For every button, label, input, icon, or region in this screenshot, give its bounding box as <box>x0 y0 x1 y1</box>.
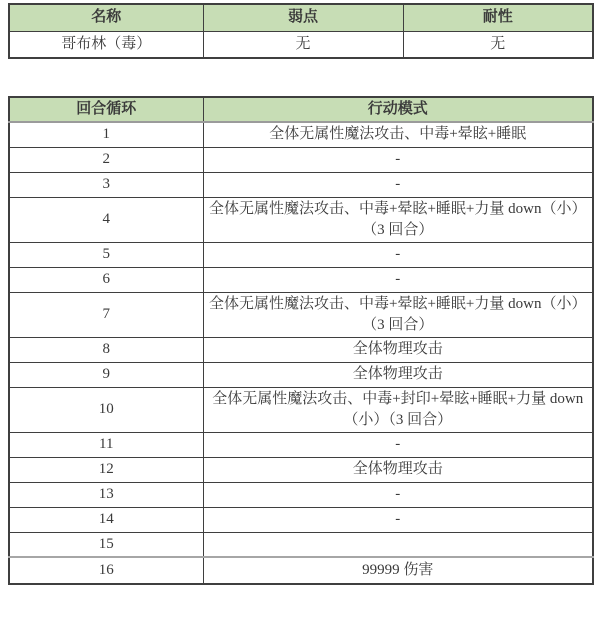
action-cell: - <box>203 507 593 532</box>
action-cell: - <box>203 267 593 292</box>
action-cell: - <box>203 172 593 197</box>
table-row <box>9 197 593 242</box>
action-cell: - <box>203 242 593 267</box>
enemy-weakness-cell: 无 <box>203 31 403 58</box>
turn-cell: 6 <box>9 267 203 292</box>
table-row <box>9 432 593 457</box>
enemy-info-table <box>8 3 594 59</box>
table-row <box>9 457 593 482</box>
turn-cell: 4 <box>9 197 203 242</box>
table-row <box>9 482 593 507</box>
action-cell: 全体物理攻击 <box>203 457 593 482</box>
action-cell: 99999 伤害 <box>203 557 593 584</box>
table-spacer <box>8 59 592 96</box>
table-row <box>9 387 593 432</box>
enemy-weakness-header: 弱点 <box>203 4 403 31</box>
table-row <box>9 172 593 197</box>
table-row <box>9 147 593 172</box>
turn-cell: 1 <box>9 122 203 147</box>
action-cell: 全体物理攻击 <box>203 362 593 387</box>
table-row <box>9 557 593 584</box>
turn-cell: 9 <box>9 362 203 387</box>
action-cell: 全体物理攻击 <box>203 337 593 362</box>
table-row <box>9 292 593 337</box>
enemy-table-header-row <box>9 4 593 31</box>
action-cell: - <box>203 147 593 172</box>
action-cell: 全体无属性魔法攻击、中毒+晕眩+睡眠+力量 down（小）（3 回合） <box>203 292 593 337</box>
table-row <box>9 507 593 532</box>
turn-cell: 11 <box>9 432 203 457</box>
turn-cell: 5 <box>9 242 203 267</box>
turn-cell: 2 <box>9 147 203 172</box>
action-cell: 全体无属性魔法攻击、中毒+封印+晕眩+睡眠+力量 down（小）（3 回合） <box>203 387 593 432</box>
turn-cell: 13 <box>9 482 203 507</box>
turn-cell: 10 <box>9 387 203 432</box>
action-cell: 全体无属性魔法攻击、中毒+晕眩+睡眠 <box>203 122 593 147</box>
enemy-name-header: 名称 <box>9 4 203 31</box>
table-row <box>9 242 593 267</box>
action-cell: - <box>203 482 593 507</box>
turn-cell: 16 <box>9 557 203 584</box>
enemy-resistance-header: 耐性 <box>403 4 593 31</box>
enemy-table-row <box>9 31 593 58</box>
table-row <box>9 337 593 362</box>
turn-table-header-row <box>9 97 593 122</box>
table-row <box>9 267 593 292</box>
turn-cell: 14 <box>9 507 203 532</box>
action-cell <box>203 532 593 557</box>
turn-cell: 7 <box>9 292 203 337</box>
table-row <box>9 122 593 147</box>
turn-cell: 12 <box>9 457 203 482</box>
enemy-name-cell: 哥布林（毒） <box>9 31 203 58</box>
table-row <box>9 362 593 387</box>
action-cell: 全体无属性魔法攻击、中毒+晕眩+睡眠+力量 down（小）（3 回合） <box>203 197 593 242</box>
turn-cell: 15 <box>9 532 203 557</box>
table-row <box>9 532 593 557</box>
turn-cycle-header: 回合循环 <box>9 97 203 122</box>
turn-pattern-table <box>8 96 594 585</box>
action-cell: - <box>203 432 593 457</box>
action-pattern-header: 行动模式 <box>203 97 593 122</box>
turn-cell: 3 <box>9 172 203 197</box>
enemy-resistance-cell: 无 <box>403 31 593 58</box>
turn-cell: 8 <box>9 337 203 362</box>
